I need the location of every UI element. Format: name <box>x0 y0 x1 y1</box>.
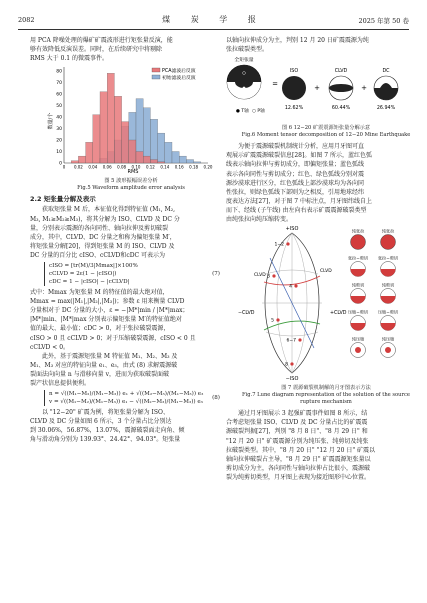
fig5-caption-cn: 图 5 波形振幅误差分析 <box>104 178 158 185</box>
text-line: 将矩张量分解[20]，得到矩张量 M 的 ISO、CLVD 及 <box>30 242 175 250</box>
legend-init: 初始滤波后反演 <box>162 76 196 82</box>
arc-label-l: CLVD <box>254 273 266 279</box>
equation-7 <box>44 262 220 286</box>
text-line: 以轴向拉伸成分为主，判别 12 月 20 日矿震震源为纯 <box>226 37 369 44</box>
header-rule <box>18 29 409 30</box>
text-line: 为便于震源破裂机制统计分析，应用月牙图可直 <box>238 143 365 151</box>
mechanism-label: 压缩−剪切 <box>347 309 369 315</box>
equation-8 <box>44 390 220 406</box>
eq7-line: cISO = [tr(M)/3|Mmax|]×100% <box>49 263 138 270</box>
hist-ytick: 50 <box>56 104 62 110</box>
lune-point-label: 3 <box>267 274 270 280</box>
fig7-caption-cn: 图 7 震源破裂机制解的月牙图表示方法 <box>281 385 371 392</box>
text-line: M₁、M₃ 对应的特征向量 e₁、e₃，由式 (8) 求解震源破 <box>30 361 178 369</box>
text-line: 性张拉，则绿色弧线下部则为之相反，引用地球经纬 <box>226 188 365 196</box>
legend-p-axis: ○ P轴 <box>252 109 265 115</box>
text-line: 裂产状信息提供便利。 <box>30 379 91 387</box>
fig6-pct-dc: 26.94% <box>376 106 396 112</box>
mechanism-ball <box>351 316 366 331</box>
lune-diagram <box>226 224 414 382</box>
text-line: cISO > 0 且 cCLVD > 0；对于压缩破裂震源，cISO < 0 且 <box>30 334 196 342</box>
text-line: 值的最大、最小值；cDC > 0，对于张拉破裂震源， <box>30 325 170 333</box>
lune-point-label: 1−2 <box>274 242 284 248</box>
lune-point-label: 6−7 <box>286 338 296 344</box>
hist-bar-init <box>179 156 186 163</box>
text-line: cCLVD < 0。 <box>30 343 70 351</box>
para3 <box>30 352 220 388</box>
equals-sign: = <box>272 80 278 89</box>
hist-bar-pca <box>107 74 114 164</box>
hist-bars <box>71 74 201 164</box>
hist-xtick: 0.10 <box>131 164 141 170</box>
lune-right-label: +CLVD <box>330 311 347 317</box>
lune-point-label: 5 <box>271 318 274 324</box>
text-line: 线表示轴向拉伸与剪切成分，即偏矩张量；蓝色弧线 <box>226 161 365 169</box>
hist-bar-init <box>150 120 157 164</box>
text-line: DC 分量的百分比 cISO、cCLVD和cDC 可表示为 <box>30 251 166 259</box>
hist-bar-init <box>186 160 193 163</box>
legend-swatch-pca <box>152 68 160 72</box>
lune-point <box>298 339 301 342</box>
beachball-clvd <box>329 76 353 100</box>
eq8-line: v = √((M₁−M₂)/(M₁−M₃)) e₁ − √((M₂−M₃)/(M₁−M₃)) e₃ <box>49 399 203 406</box>
text-line: 量，分别表示震源的各向同性、轴向拉伸及剪切破裂 <box>30 224 169 232</box>
text-line: 而下、经线 (子午线) 由左向右表示矿震震源破裂类型 <box>226 206 367 214</box>
text-line: 裂面法向向量 n 与滑移向量 v，进而为获取破裂面破 <box>30 370 169 378</box>
fig6-pct-clvd: 60.44% <box>331 106 351 112</box>
hist-ytick: 70 <box>56 81 62 87</box>
fig6-label-dc: DC <box>382 69 390 75</box>
right-intro <box>226 36 414 54</box>
hist-xtick: 0.02 <box>73 164 83 170</box>
mechanism-label: 纯剪切 <box>381 282 395 288</box>
lune-point-label: 4 <box>289 284 292 290</box>
hist-bar-pca <box>158 162 165 163</box>
hist-bar-pca <box>129 140 136 163</box>
lune-point <box>290 363 293 366</box>
moment-tensor-figure <box>226 54 414 122</box>
hist-ytick: 40 <box>56 115 62 121</box>
hist-ytick: 20 <box>56 138 62 144</box>
mechanism-ball <box>381 289 396 304</box>
text-line: 此外，基于震源矩张量 M 特征值 M₁、M₂、M₃ 及 <box>42 352 178 360</box>
fig6-label-clvd: CLVD <box>334 69 348 75</box>
plus-sign-2: + <box>361 84 367 93</box>
hist-xtick: 0.18 <box>189 164 199 170</box>
text-line: RMS 大于 0.1 的微震事件。 <box>30 55 109 63</box>
text-line: "12 月 20 日" 矿震震源分别为纯压张、纯剪切及纯张 <box>226 437 369 445</box>
hist-bar-init <box>158 133 165 163</box>
mechanism-label: 纯剪切 <box>351 282 365 288</box>
mechanism-ball <box>381 343 396 358</box>
hist-bar-pca <box>122 122 129 163</box>
hist-bar-init <box>194 162 201 163</box>
page-header <box>18 14 409 28</box>
beachball-full <box>227 65 261 99</box>
plus-sign-1: + <box>314 84 320 93</box>
mechanism-label: 张拉−剪切 <box>377 255 399 261</box>
fig6-label-iso: ISO <box>289 69 299 75</box>
lune-top-label: +ISO <box>285 226 299 233</box>
legend-swatch-init <box>152 75 160 79</box>
eq7-line: cCLVD = 2ε(1 − |cISO|) <box>49 271 117 278</box>
legend-t-axis: ● T轴 <box>236 109 249 115</box>
hist-xtick: 0.16 <box>174 164 184 170</box>
beachball-iso <box>282 76 306 100</box>
para4 <box>30 408 220 444</box>
mechanism-label: 纯压缩 <box>351 336 365 342</box>
mechanism-label: 纯压缩 <box>381 336 395 342</box>
text-line: 轴向拉伸破裂占主导，"8 月 29 日" 矿震震源矩张量以 <box>226 455 371 463</box>
mechanism-label: 纯张拉 <box>381 228 395 234</box>
hist-xtick: 0 <box>62 164 66 170</box>
hist-xtick: 0.04 <box>88 164 98 170</box>
hist-bar-pca <box>150 160 157 163</box>
hist-ytick: 80 <box>56 69 62 75</box>
mechanism-label: 张拉−剪切 <box>347 255 369 261</box>
hist-bar-pca <box>114 97 121 164</box>
t-axis-marker <box>243 87 246 90</box>
eq8-number: (8) <box>212 395 220 402</box>
right-para1 <box>226 142 414 224</box>
rms-histogram <box>30 63 220 175</box>
lune-left-label: −CLVD <box>238 311 255 317</box>
right-para2 <box>226 409 414 482</box>
fig6-label-full: 全矩张量 <box>234 58 254 64</box>
hist-ylabel: 数量/个 <box>48 112 54 130</box>
hist-bar-pca <box>93 115 100 163</box>
text-line: 由纯张拉向纯压缩转变。 <box>226 216 293 224</box>
eq8-line: n = √((M₁−M₂)/(M₁−M₃)) e₁ + √((M₂−M₃)/(M₁−M₃)) e₃ <box>49 391 204 398</box>
text-line: 用 PCA 降噪处理的爆矿矿震波形进行矩张量反演，能 <box>30 37 173 44</box>
text-line: 式中：Mmax 为矩张量 M 的特征值的最大绝对值， <box>30 289 169 297</box>
text-line: |M*|min、|M*|max 分别表示偏矩张量 M′的特征值绝对 <box>30 316 182 324</box>
mechanism-label: 纯张拉 <box>351 228 365 234</box>
hist-xtick: 0.08 <box>117 164 127 170</box>
text-line: 表示各向同性与剪切成分；红色、绿色弧线分别对震 <box>226 170 365 178</box>
hist-xtick: 0.14 <box>160 164 170 170</box>
hist-legend <box>152 67 197 81</box>
hist-ytick: 60 <box>56 92 62 98</box>
text-line: 获取矩张量 M 后，本征值化得到特征值 (M₁, M₂, <box>42 206 176 214</box>
legend-pca: PCA滤波后反演 <box>162 69 196 75</box>
fig5-caption-en: Fig.5 Waveform amplitude error analysis <box>77 185 185 192</box>
text-line: 源沙漠球进行区分，红色弧线上部沙漠球均为各向同 <box>226 179 365 187</box>
hist-bar-pca <box>100 92 107 163</box>
text-line: 以 "12−20" 矿震为例，将矩张量分解为 ISO、 <box>42 409 169 417</box>
arc-label-r: CLVD <box>320 269 332 275</box>
para2 <box>30 288 220 352</box>
hist-xtick: 0.06 <box>102 164 112 170</box>
text-line: 到 30.06%，56.87%，13.07%，震源破裂面走向角、倾 <box>30 427 185 435</box>
fig6-pct-iso: 12.62% <box>284 106 304 112</box>
hist-xtick: 0.20 <box>203 164 213 170</box>
lune-point <box>276 319 279 322</box>
fig7-caption-en2: rupture mechanism <box>300 399 352 406</box>
left-intro <box>30 36 220 63</box>
right-column <box>226 36 414 482</box>
page-number: 2082 <box>18 16 35 24</box>
text-line: 分量相对于 DC 分量的大小，ε = −|M*|min / |M*|max； <box>30 307 189 315</box>
hist-bar-pca <box>136 152 143 164</box>
fig6-caption-cn: 图 6 12−20 矿震震源矩张量分解示意 <box>281 125 371 132</box>
mechanism-ball <box>351 343 366 358</box>
mechanism-label: 压缩−剪切 <box>377 309 399 315</box>
mechanism-ball <box>351 289 366 304</box>
lune-point-label: 8 <box>285 362 288 368</box>
hist-bar-pca <box>78 156 85 163</box>
text-line: Mmax = max(|M₁|,|M₂|,|M₃|)；参数 ε 用来衡量 CLVD <box>30 298 185 306</box>
mechanism-ball <box>381 235 396 250</box>
mechanism-ball <box>351 262 366 277</box>
text-line: 通过月牙图展示 3 起强矿震事件如图 8 所示，结 <box>238 410 368 418</box>
para1 <box>30 205 220 260</box>
text-line: 拉破裂类型。其中，"8 月 20 日" "12 月 20 日" 矿震以 <box>226 446 376 454</box>
fig7-caption-en1: Fig.7 Lune diagram representation of the solution of the source <box>242 392 410 399</box>
eq7-number: (7) <box>212 271 220 278</box>
eq7-line: cDC = 1 − |cISO| − |cCLVD| <box>49 279 130 286</box>
hist-xtick: 0.12 <box>145 164 155 170</box>
beachball-dc <box>374 76 398 100</box>
text-line: 剪切成分为主，各向同性与轴向拉伸占比很小，震源破 <box>226 464 371 472</box>
mechanism-ball <box>351 235 366 250</box>
hist-ytick: 30 <box>56 127 62 133</box>
section-heading: 2.2 矩张量分解及表示 <box>30 195 96 204</box>
text-line: CLVD 及 DC 分量如图 6 所示，3 个分量占比分别达 <box>30 418 172 426</box>
text-line: 裂为纯剪切类型，月牙图上表现为接近图形中心位置。 <box>226 473 371 481</box>
text-line: 张拉破裂类型。 <box>226 46 269 54</box>
journal-title: 煤 炭 学 报 <box>162 15 265 24</box>
text-line: 成分，其中，CLVD、DC 分量之和称为偏矩张量 M′， <box>30 233 176 241</box>
hist-xlabel: RMS <box>127 169 139 176</box>
issue-info: 2025 年第 50 卷 <box>358 17 409 25</box>
text-line: 合考虑矩张量 ISO、CLVD 及 DC 分量占比的矿震震 <box>226 419 368 427</box>
text-line: 观展示矿震震源破裂信息[28]。如图 7 所示，蓝红色弧 <box>226 152 372 160</box>
hist-bar-pca <box>143 156 150 163</box>
hist-ytick: 0 <box>59 161 62 167</box>
lune-point <box>272 275 275 278</box>
lune-bottom-label: −ISO <box>285 376 299 383</box>
left-column <box>30 36 220 444</box>
text-line: 度表达方法[27]，对于图 7 中标注点，月牙图纬线自上 <box>226 197 372 205</box>
hist-bar-pca <box>86 143 93 164</box>
mechanism-ball <box>381 262 396 277</box>
hist-bar-init <box>172 152 179 164</box>
hist-ytick: 10 <box>56 150 62 156</box>
hist-bar-pca <box>71 161 78 163</box>
fig6-caption-en: Fig.6 Moment tensor decomposition of 12−20 Mine Earthquake <box>241 132 411 139</box>
mechanism-ball <box>381 316 396 331</box>
text-line: 源破裂判据[27]，判别 "8 月 8 日"、"8 月 29 日" 和 <box>226 428 368 436</box>
hist-bar-init <box>165 143 172 164</box>
text-line: 够有效降低反演误差。同时，在后续研究中将剔除 <box>30 46 163 54</box>
p-axis-marker <box>243 72 246 75</box>
lune-shape <box>262 233 322 373</box>
text-line: 角与滑动角分别为 139.93°、24.42°、94.03°。矩张量 <box>30 436 181 444</box>
lune-point <box>294 285 297 288</box>
text-line: M₃, M₁≥M₂≥M₃)，将其分解为 ISO、CLVD 及 DC 分 <box>30 215 180 223</box>
hist-bar-init <box>143 108 150 163</box>
lune-point <box>286 243 289 246</box>
mechanism-legend <box>348 228 399 358</box>
